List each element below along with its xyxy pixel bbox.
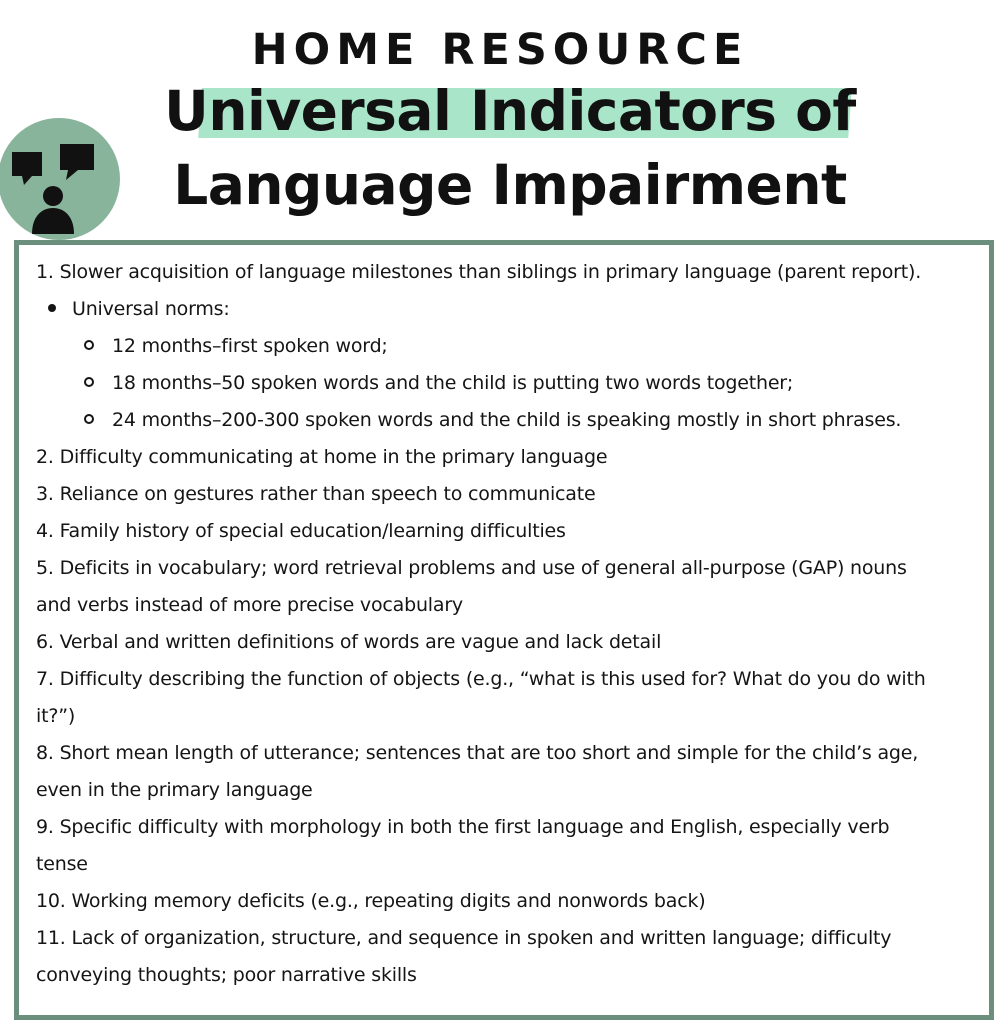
- list-item: [36, 957, 976, 994]
- list-item-text: 11. Lack of organization, structure, and sequence in spoken and written language; difficulty: [36, 927, 892, 949]
- list-item: [36, 735, 976, 772]
- list-item: [36, 513, 976, 550]
- list-item: [36, 809, 976, 846]
- sub-bullet-item: [36, 365, 976, 402]
- bullet-ring-icon: [84, 377, 94, 387]
- list-item-text: 3. Reliance on gestures rather than speech to communicate: [36, 483, 596, 505]
- list-item-text: 2. Difficulty communicating at home in the primary language: [36, 446, 608, 468]
- list-item-text: 5. Deficits in vocabulary; word retrieval problems and use of general all-purpose (GAP) nouns: [36, 557, 907, 579]
- sub-bullet-item: [36, 402, 976, 439]
- sub-bullet-item: [36, 328, 976, 365]
- list-item-text: 7. Difficulty describing the function of objects (e.g., “what is this used for? What do you do with: [36, 668, 926, 690]
- list-item: [36, 624, 976, 661]
- list-item-text: 18 months–50 spoken words and the child is putting two words together;: [112, 372, 794, 394]
- bullet-ring-icon: [84, 340, 94, 350]
- list-item: [36, 846, 976, 883]
- kicker-heading: HOME RESOURCE: [251, 25, 749, 75]
- list-item-text: 24 months–200-300 spoken words and the child is speaking mostly in short phrases.: [112, 409, 902, 431]
- list-item-text: it?”): [36, 705, 76, 727]
- list-item: [36, 476, 976, 513]
- list-item-text: and verbs instead of more precise vocabulary: [36, 594, 463, 616]
- list-item: [36, 772, 976, 809]
- list-item-text: 9. Specific difficulty with morphology in both the first language and English, especially verb: [36, 816, 890, 838]
- list-item-text: tense: [36, 853, 88, 875]
- list-item: [36, 254, 976, 291]
- bullet-ring-icon: [84, 414, 94, 424]
- list-item: [36, 920, 976, 957]
- list-item-text: 4. Family history of special education/learning difficulties: [36, 520, 566, 542]
- list-item-text: even in the primary language: [36, 779, 313, 801]
- page-title-line-2: Language Impairment: [173, 153, 847, 217]
- list-item-text: 1. Slower acquisition of language milestones than siblings in primary language (parent report).: [36, 261, 922, 283]
- page-title-line-1: Universal Indicators of: [164, 79, 856, 143]
- list-item: [36, 587, 976, 624]
- list-item: [36, 550, 976, 587]
- list-item-text: 10. Working memory deficits (e.g., repeating digits and nonwords back): [36, 890, 706, 912]
- list-item-text: conveying thoughts; poor narrative skills: [36, 964, 417, 986]
- bullet-item: [36, 291, 976, 328]
- list-item-text: 6. Verbal and written definitions of words are vague and lack detail: [36, 631, 662, 653]
- list-item: [36, 439, 976, 476]
- bullet-dot-icon: [48, 304, 56, 312]
- speech-bubbles-person-icon: [0, 118, 120, 240]
- list-item-text: 12 months–first spoken word;: [112, 335, 388, 357]
- list-item: [36, 883, 976, 920]
- list-item-text: Universal norms:: [72, 298, 230, 320]
- list-item-text: 8. Short mean length of utterance; sentences that are too short and simple for the child’s age,: [36, 742, 919, 764]
- list-item: [36, 698, 976, 735]
- list-item: [36, 661, 976, 698]
- indicator-list: [36, 254, 976, 994]
